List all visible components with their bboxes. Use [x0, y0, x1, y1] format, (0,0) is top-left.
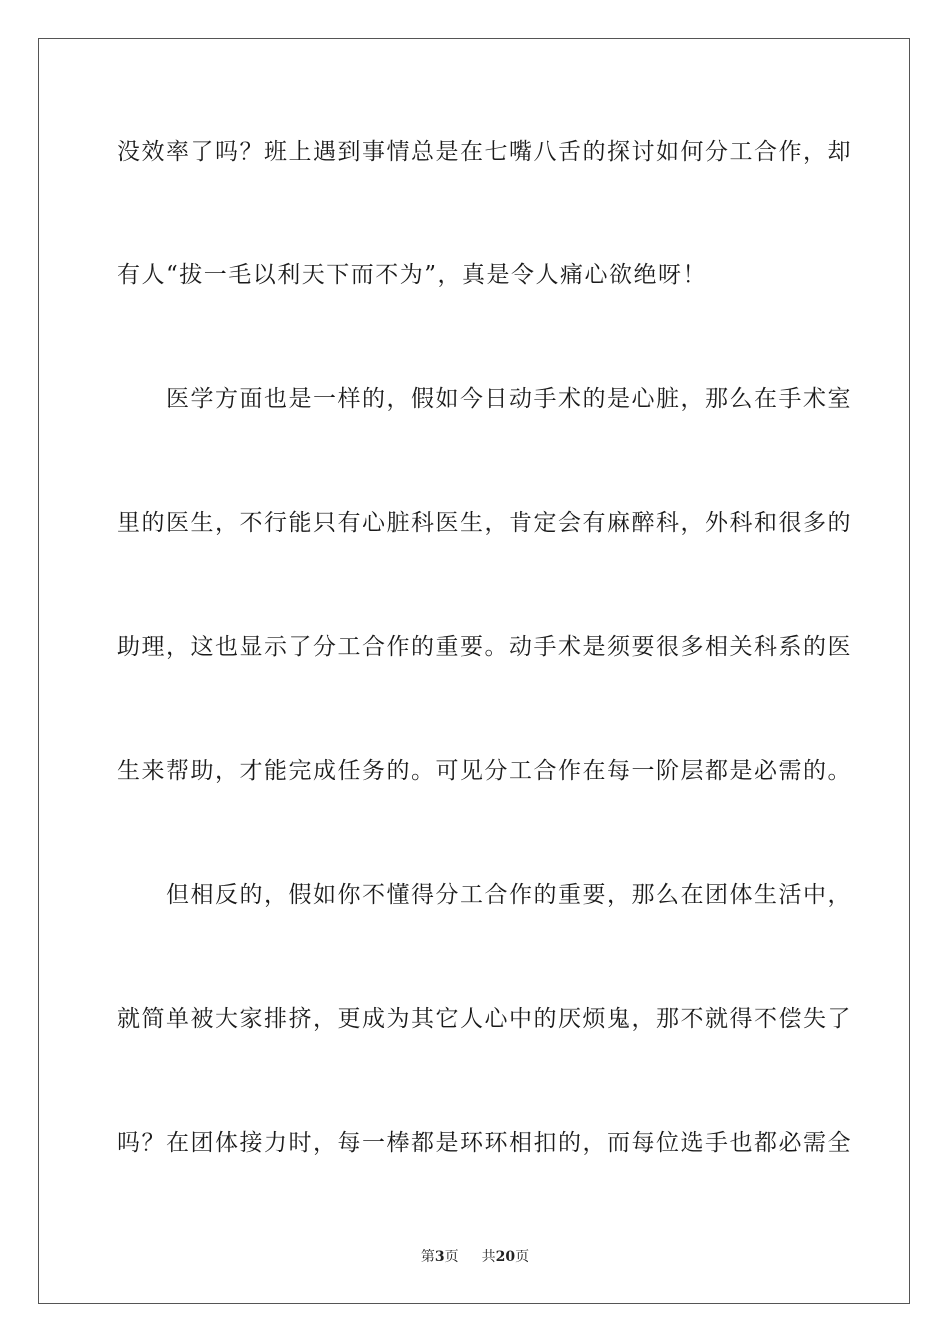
- text-line: 没效率了吗？班上遇到事情总是在七嘴八舌的探讨如何分工合作，却: [117, 139, 852, 165]
- total-pages-number: 20: [495, 1249, 516, 1265]
- page-border: [38, 38, 910, 1304]
- page-footer: [0, 1248, 950, 1266]
- text-line: 吗？在团体接力时，每一棒都是环环相扣的，而每位选手也都必需全: [117, 1130, 852, 1156]
- page-indicator: 第3页: [420, 1249, 459, 1265]
- total-pages-indicator: 共20页: [481, 1249, 530, 1265]
- text-line: 助理，这也显示了分工合作的重要。动手术是须要很多相关科系的医: [117, 634, 852, 660]
- paragraph-start-line: 但相反的，假如你不懂得分工合作的重要，那么在团体生活中，: [166, 882, 852, 908]
- text-line: 里的医生，不行能只有心脏科医生，肯定会有麻醉科，外科和很多的: [117, 510, 852, 536]
- text-line: 生来帮助，才能完成任务的。可见分工合作在每一阶层都是必需的。: [117, 758, 852, 784]
- paragraph-start-line: 医学方面也是一样的，假如今日动手术的是心脏，那么在手术室: [166, 386, 852, 412]
- current-page-number: 3: [434, 1249, 445, 1265]
- text-line: 就简单被大家排挤，更成为其它人心中的厌烦鬼，那不就得不偿失了: [117, 1006, 852, 1032]
- text-line: 有人“拔一毛以利天下而不为”，真是令人痛心欲绝呀！: [117, 262, 708, 288]
